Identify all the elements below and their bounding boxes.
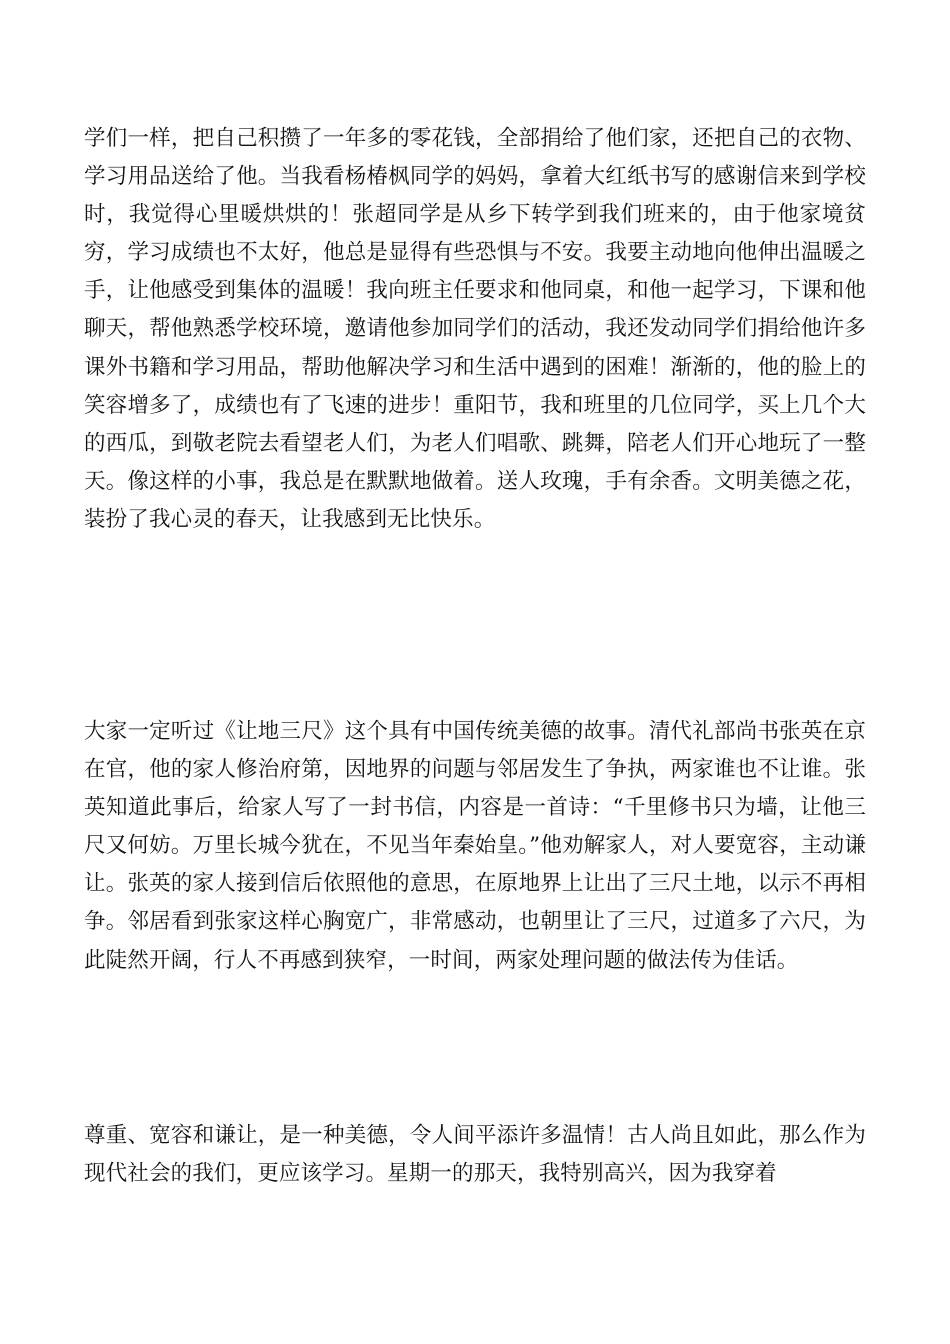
paragraph-kindness-deeds: 学们一样，把自己积攒了一年多的零花钱，全部捐给了他们家，还把自己的衣物、学习用品送给了他。当我看杨椿枫同学的妈妈，拿着大红纸书写的感谢信来到学校时，我觉得心里暖烘烘的！张超同学是从乡下转学到我们班来的，由于他家境贫穷，学习成绩也不太好，他总是显得有些恐惧与不安。我要主动地向他伸出温暖之手，让他感受到集体的温暖！我向班主任要求和他同桌，和他一起学习，下课和他聊天，帮他熟悉学校环境，邀请他参加同学们的活动，我还发动同学们捐给他许多课外书籍和学习用品，帮助他解决学习和生活中遇到的困难！渐渐的，他的脸上的笑容增多了，成绩也有了飞速的进步！重阳节，我和班里的几位同学，买上几个大的西瓜，到敬老院去看望老人们，为老人们唱歌、跳舞，陪老人们开心地玩了一整天。像这样的小事，我总是在默默地做着。送人玫瑰，手有余香。文明美德之花，装扮了我心灵的春天，让我感到无比快乐。 [84,126,866,532]
paragraph-respect-tolerance: 尊重、宽容和谦让，是一种美德，令人间平添许多温情！古人尚且如此，那么作为现代社会的我们，更应该学习。星期一的那天，我特别高兴，因为我穿着 [84,1123,866,1187]
paragraph-three-feet-story: 大家一定听过《让地三尺》这个具有中国传统美德的故事。清代礼部尚书张英在京在官，他的家人修治府第，因地界的问题与邻居发生了争执，两家谁也不让谁。张英知道此事后，给家人写了一封书信，内容是一首诗：“千里修书只为墙，让他三尺又何妨。万里长城今犹在，不见当年秦始皇。”他劝解家人，对人要宽容，主动谦让。张英的家人接到信后依照他的意思，在原地界上让出了三尺土地，以示不再相争。邻居看到张家这样心胸宽广，非常感动，也朝里让了三尺，过道多了六尺，为此陡然开阔，行人不再感到狭窄，一时间，两家处理问题的做法传为佳话。 [84,719,866,973]
